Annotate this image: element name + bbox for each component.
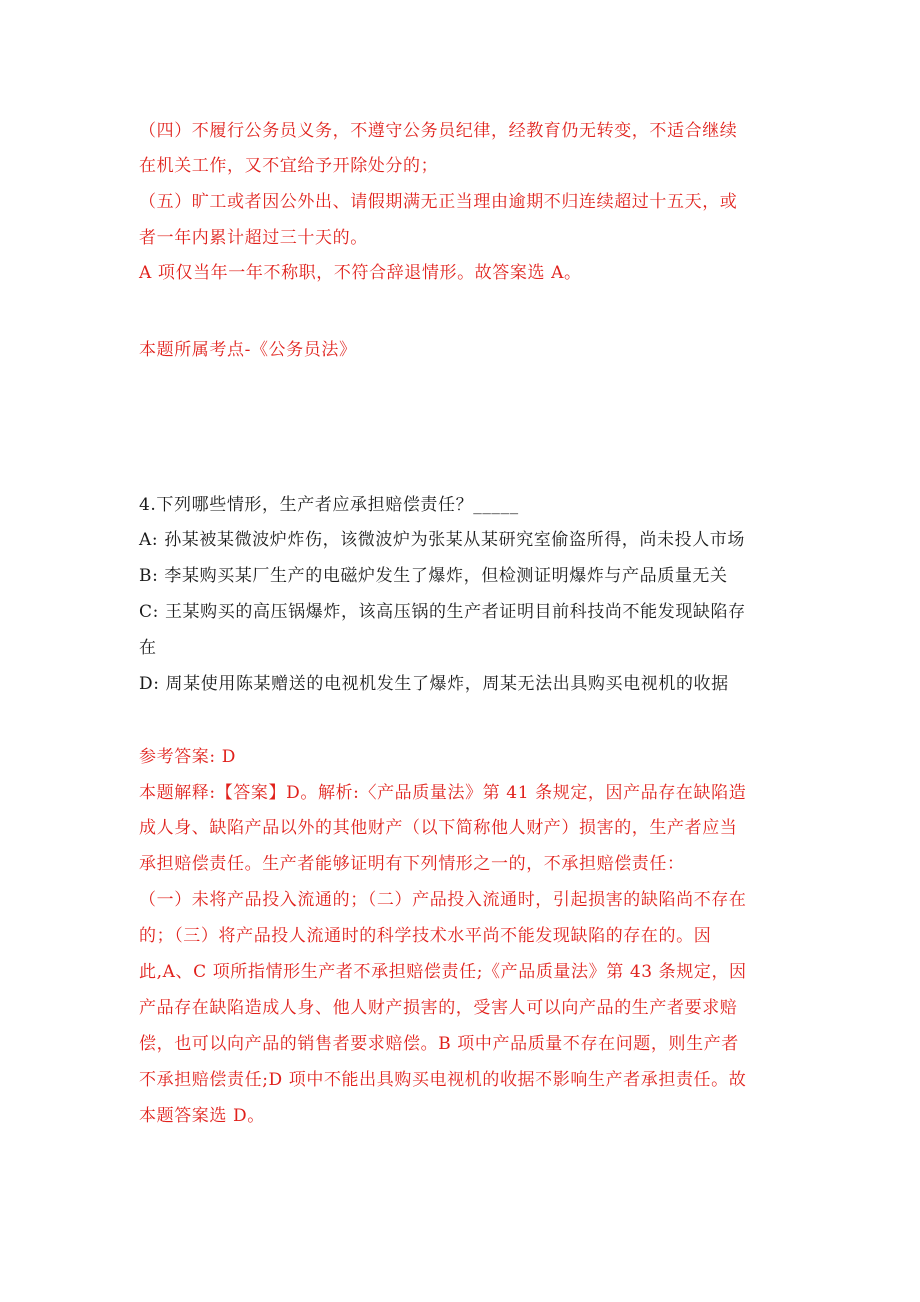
topic-line: 本题所属考点-《公务员法》 [139,340,357,360]
explanation-line: 者一年内累计超过三十天的。 [139,228,368,248]
option-c: C: 王某购买的高压锅爆炸，该高压锅的生产者证明目前科技尚不能发现缺陷存 [139,602,746,622]
answer-explanation-line: （一）未将产品投入流通的；（二）产品投入流通时，引起损害的缺陷尚不存在 [139,890,747,910]
answer-explanation-line: 本题解释:【答案】D。解析:〈产品质量法》第 41 条规定，因产品存在缺陷造 [139,783,747,803]
option-a: A: 孙某被某微波炉炸伤，该微波炉为张某从某研究室偷盗所得，尚未投人市场 [139,530,746,550]
explanation-line: （五）旷工或者因公外出、请假期满无正当理由逾期不归连续超过十五天，或 [139,192,738,212]
option-c-continued: 在 [139,638,157,658]
explanation-line: 在机关工作，又不宜给予开除处分的； [139,156,439,176]
answer-explanation-line: 偿，也可以向产品的销售者要求赔偿。B 项中产品质量不存在问题，则生产者 [139,1034,739,1054]
answer-explanation-line: 此,A、C 项所指情形生产者不承担赔偿责任;《产品质量法》第 43 条规定，因 [139,962,747,982]
explanation-line: （四）不履行公务员义务，不遵守公务员纪律，经教育仍无转变，不适合继续 [139,121,738,141]
answer-explanation-line: 产品存在缺陷造成人身、他人财产损害的，受害人可以向产品的生产者要求赔 [139,998,738,1018]
option-d: D: 周某使用陈某赠送的电视机发生了爆炸，周某无法出具购买电视机的收据 [139,674,729,694]
option-b: B: 李某购买某厂生产的电磁炉发生了爆炸，但检测证明爆炸与产品质量无关 [139,566,728,586]
answer-explanation-line: 本题答案选 D。 [139,1106,265,1126]
explanation-line: A 项仅当年一年不称职，不符合辞退情形。故答案选 A。 [139,263,582,283]
answer-explanation-line: 承担赔偿责任。生产者能够证明有下列情形之一的，不承担赔偿责任： [139,854,685,874]
answer-explanation-line: 的；（三）将产品投人流通时的科学技术水平尚不能发现缺陷的存在的。因 [139,926,712,946]
answer-explanation-line: 不承担赔偿责任;D 项中不能出具购买电视机的收据不影响生产者承担责任。故 [139,1070,747,1090]
answer-explanation-line: 成人身、缺陷产品以外的其他财产（以下简称他人财产）损害的，生产者应当 [139,818,738,838]
reference-answer: 参考答案: D [139,747,236,767]
question-stem: 4.下列哪些情形，生产者应承担赔偿责任？_____ [139,495,519,515]
